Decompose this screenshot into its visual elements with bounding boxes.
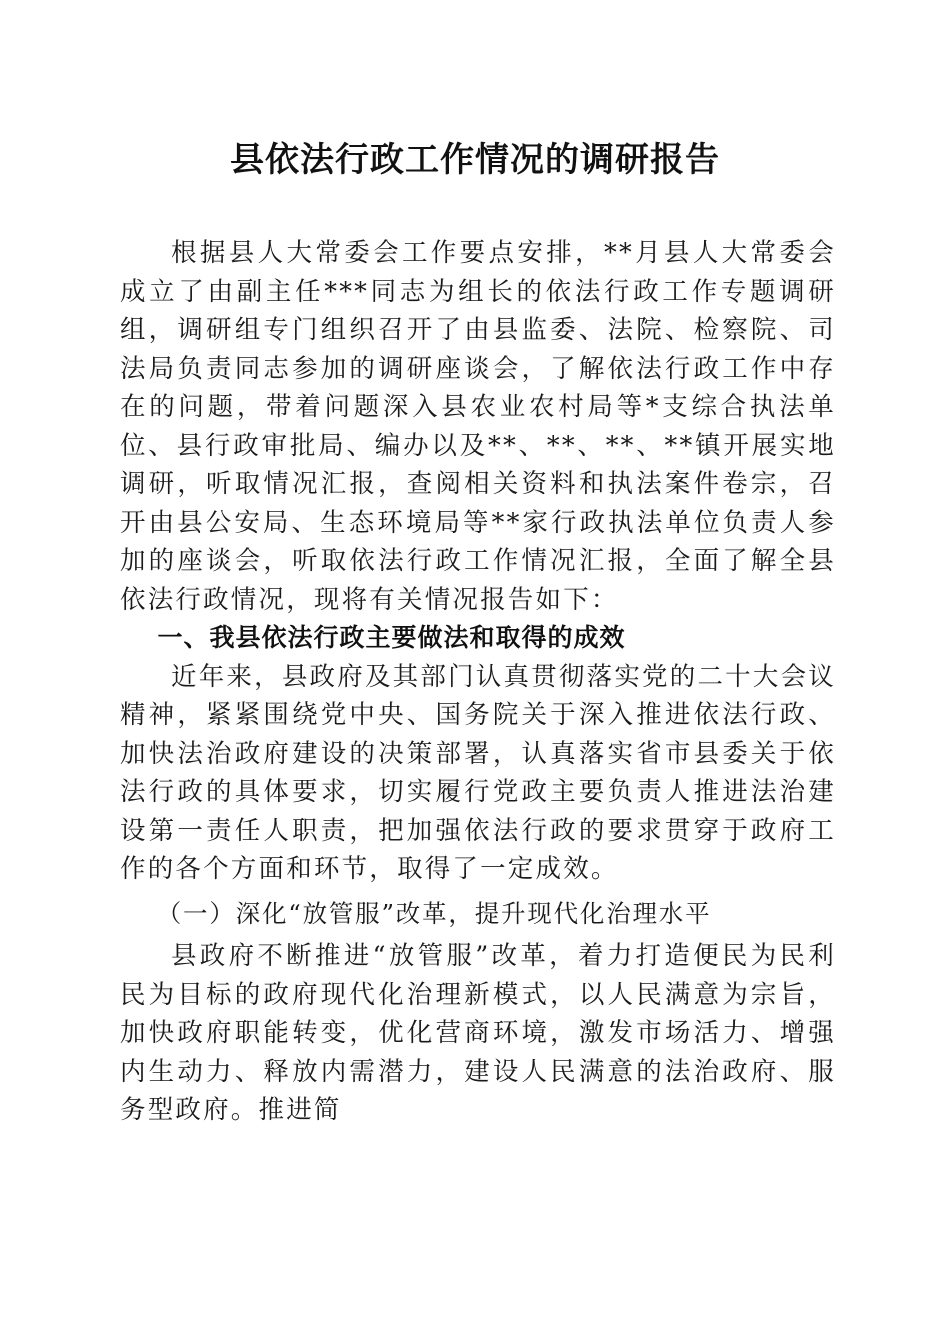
intro-paragraph: 根据县人大常委会工作要点安排，**月县人大常委会成立了由副主任***同志为组长的依法行政工作专题调研组，调研组专门组织召开了由县监委、法院、检察院、司法局负责同志参加的调研座谈会，了解依法行政工作中存在的问题，带着问题深入县农业农村局等*支综合执法单位、县行政审批局、编办以及**、**、**、**镇开展实地调研，听取情况汇报，查阅相关资料和执法案件卷宗，召开由县公安局、生态环境局等**家行政执法单位负责人参加的座谈会，听取依法行政工作情况汇报，全面了解全县依法行政情况，现将有关情况报告如下： (120, 238, 836, 615)
document-body (120, 234, 836, 1130)
section-1-heading: 一、我县依法行政主要做法和取得的成效 (157, 623, 626, 652)
subsection-1-paragraph: 县政府不断推进“放管服”改革，着力打造便民为民利民为目标的政府现代化治理新模式，以人民满意为宗旨，加快政府职能转变，优化营商环境，激发市场活力、增强内生动力、释放内需潜力，建设人民满意的法治政府、服务型政府。推进简 (120, 941, 836, 1125)
subsection-1-heading: （一）深化“放管服”改革，提升现代化治理水平 (156, 898, 712, 928)
section-1-paragraph: 近年来，县政府及其部门认真贯彻落实党的二十大会议精神，紧紧围绕党中央、国务院关于深入推进依法行政、加快法治政府建设的决策部署，认真落实省市县委关于依法行政的具体要求，切实履行党政主要负责人推进法治建设第一责任人职责，把加强依法行政的要求贯穿于政府工作的各个方面和环节，取得了一定成效。 (120, 661, 836, 884)
document-title: 县依法行政工作情况的调研报告 (230, 140, 720, 180)
